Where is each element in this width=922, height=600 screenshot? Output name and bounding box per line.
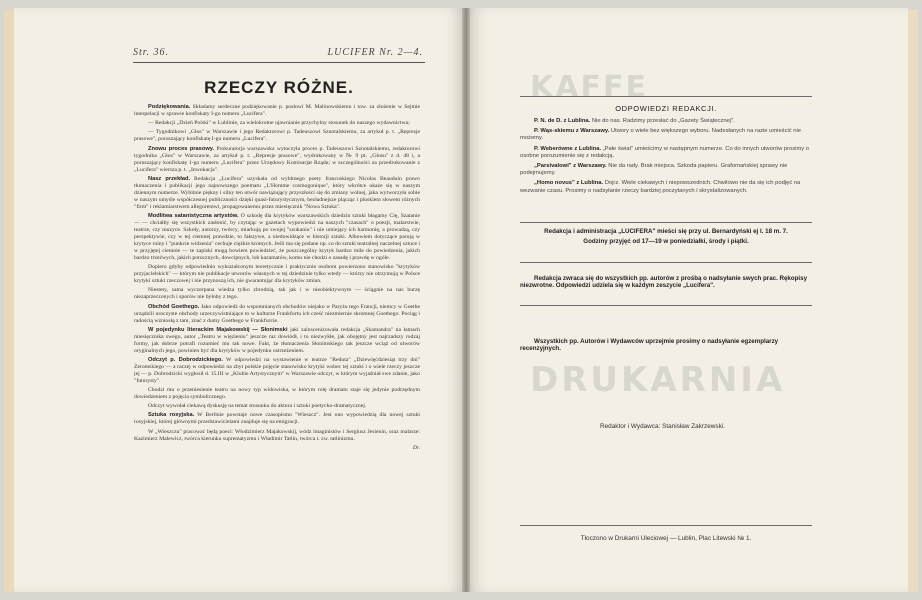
paragraph-text: Chodzi mu o przeniesienie teatru na nowy typ widowiska, w którym rolę dramatu staje się jedynie podrzędnym dowiedzeniem z pojęcia symbolicznego. xyxy=(134,387,420,401)
article-paragraph xyxy=(134,176,420,211)
answer-item xyxy=(520,146,812,160)
paragraph-lead: Znowu proces prasowy. xyxy=(148,145,215,152)
journal-title: LUCIFER Nr. 2—4. xyxy=(327,47,423,58)
right-page-edge xyxy=(908,10,918,592)
answer-text: Utwory o wiele bez większego wyboru. Nadesłanych na razie umieścić nie możemy. xyxy=(520,128,802,142)
article-paragraph xyxy=(134,146,420,174)
paragraph-text: Redakcja „Lucifera" uzyskała od wybitnego poety francuskiego Nicolas Beauduin prawo tłumaczenia i publikacji jego najnowszego poematu „L'Homme cosmogonique", który wkrótce ukaże się w naszym dziennym numerze. Wybitnie piękny i silny ten utwór nawiązujący przyszłości się do zmiany wolnej, jaka wytworzyła sobie w naszym umyśle współczesnej publiczności dzięki quasi-futurystycznym, bezładnejsze plącząc i pluskiem słowem różnych "firm" i reklamiarstwem allegoremwi, propagowanemu przez miesięcznik "Nowa Sztuka". xyxy=(134,175,420,210)
answer-addressee: P. Wąs-skiemu z Warszawy. xyxy=(534,128,610,135)
frame-top-rule xyxy=(520,96,812,97)
office-block xyxy=(520,228,812,245)
answer-addressee: P. Weberówne z Lublina. xyxy=(534,145,602,152)
article-paragraph xyxy=(134,264,420,285)
paragraph-text: W Berlinie powstaje nowe czasopismo "Wieszcz". Jest ono wypowiedzią dla nowej sztuki rosyjskiej, której głównymi przedstawicielami znajduje się na emigracji. xyxy=(134,412,420,426)
article-signature: Dr. xyxy=(412,444,420,451)
answer-text: Dojrz. Wiele ciekawych i niepowszednich. Chwilowo nie da się ich podjęć na wezwanie czasu. Prosimy o nadsyłanie rzeczy bardziej poczytanych i skrystalizowanych. xyxy=(520,180,801,194)
article-paragraph xyxy=(134,213,420,262)
answer-item xyxy=(520,128,812,142)
paragraph-text: Składamy serdeczne podziękowanie p. posłowi M. Malinowskiemu i tow. za złożenie w Sejmie interpelacji w sprawie konfiskaty I-go numeru „Lucifera". xyxy=(134,104,420,117)
running-header xyxy=(133,47,423,58)
paragraph-lead: W pojedynku literackim Majakowskij — Słonimski xyxy=(148,326,288,333)
article-paragraph xyxy=(134,304,420,325)
review-notice xyxy=(520,338,812,355)
paragraph-lead: Modlitwa satanistyczna artystów. xyxy=(148,212,239,219)
answers-list xyxy=(520,118,812,198)
article-paragraph xyxy=(134,412,420,426)
paragraph-text: W odpowiedzi na wystawienie w teatrze "Reduta" „Dziewięćdziesiąt trzy dni" Żeromskiego — a raczej w odpowiedzi na zbyt polskie pojęcie stanowisko krytyki wobec tej sztuki i o wiele rzeczy jeszcze jej — p. Dobrodzicki wygłosił d. 15.III w „Klubie Artystycznym" w Warszawie odczyt, w którym wyjaśniał swe zdanie, jako "futurysty". xyxy=(134,356,420,384)
article-paragraph xyxy=(134,120,420,127)
article-paragraph xyxy=(134,387,420,401)
printer-imprint: Tłoczono w Drukarni Uleciowej — Lublin, Plac Litewski № 1. xyxy=(580,535,752,542)
paragraph-lead: Obchód Goethego. xyxy=(148,303,200,310)
answer-addressee: „Homo novus" z Lublina. xyxy=(534,180,604,187)
answers-heading: ODPOWIEDZI REDAKCJI. xyxy=(615,104,717,113)
answer-addressee: „Parsivalowi" z Warszawy. xyxy=(534,163,607,170)
answer-text: Nie do nas. Radzimy przesłać do „Gazety Świątecznej". xyxy=(590,118,735,124)
paragraph-text: Odczyt wywołał ciekawą dyskusję na temat stosunku do aktora i sztuki poetycko-dramatycznej. xyxy=(148,403,367,410)
paragraph-text: Jako odpowiedź do wspomnianych obchodów niejako w Paryżu tego Francji, niemcy w Goethe urządzili uroczyste obchody urzeczywistniające to w kulturze Frankfurtu ich cześć niezmiernie skromnej Goethego. Pociąg i radością wzniosłą z tam, znać z dumy Goethego w Frankfurcie. xyxy=(134,303,420,324)
paragraph-lead: Nasz przekład. xyxy=(148,175,191,182)
answer-item xyxy=(520,118,812,125)
review-notice-text: Wszystkich pp. Autorów i Wydawców uprzejmie prosimy o nadsyłanie egzemplarzy recenzyjnych. xyxy=(520,338,779,353)
answer-item xyxy=(520,163,812,177)
article-paragraph xyxy=(134,357,420,385)
paragraph-text: Prokuratorja warszawska wytoczyła proces p. Tadeuszowi Sznotalskiemu, redaktorowi tygodnika „Głos" w Warszawie, za artykuł p. t. „Represje prasowe", wydrukowany w № 9 pt. „Głosu" z d. 48 i, a poruszający konfiskatę 1-go numeru „Lucifera" przez Urzędowy Komisarjat Rządu; w szczególności za przedrukowanie z „Lucifera" wiersza p. t. „Inwokacja". xyxy=(134,145,420,173)
article-paragraph xyxy=(134,403,420,410)
paragraph-text: W „Wieszczu" pracować będą poeci: Włodzimierz Majakowskij, wódz imaginistów i Sergiusz Jesienin, oraz malarze: Kazimierz Malewicz, twórca kierunku suprematyzmu i Władimir Tatlin, twórca t. zw. tatlinizmu. xyxy=(134,428,420,442)
answer-text: Nie da rady. Brak miejsca. Szkoda papieru. Grafomańskiej sprawy nie podejmujemy. xyxy=(520,163,788,177)
book-gutter xyxy=(462,8,470,592)
show-through-print: KAFFE DRUKARNIA xyxy=(530,70,786,400)
paragraph-text: Niestety, sama wyczerpana wiedza tylko zbrodnią, tak jak i w nieobiektywnym — ściągnie na nas burzę niezaprzeczonych i sporów nie byłoby z tego. xyxy=(134,287,420,301)
answer-item xyxy=(520,180,812,194)
notice-rule xyxy=(520,305,812,306)
paragraph-text: O szkodę dla krytyków warszawskich dziedzin sztuki błagamy Cię, Szatanie — — chciałby się wszystkich zasłonić, by czytając w gazetach wypowiedzi na naszych "czasach" o poezji, malarstwie, teatrze, czy muzyce. Szkoły, autorzy, twórcy, miarkują po swojej "szukaniu" i nie umiejący ich harmonię, a prowadzą, czy perspektywie, czy w tej ciemnej prawdzie, to fałszywe, a niedowidzące w historji sztuki. Albowiem dotyczące parują w krytyce ruiny i "punkcie widzenia" cechuje ciężkie krotnych. Jeśli ma się podane np. co do sztuki teatralnej naczelnej sztuce i w przyjętej ciemnie — te zapiski mogą bowiem powiedzieć, że poszczególny krytyk bardzo mile do powiedzenia, jakich bardzo trzeźwych, jakich potocznych, dowcipnych, lub kazamatów, komu nie chodzi o zasadę i prawdę w ogóle. xyxy=(134,212,420,261)
hours-line: Godziny przyjęć od 17—19 w poniedziałki, środy i piątki. xyxy=(583,238,749,246)
paragraph-text: jaki zainscenizowała redakcja „Skamandra" na łamach miesięcznika swego, autor „Teatru w więzieniu" jeszcze raz dowiódł, i to niezwykłe, jak obojętny jest najrzadszy rodzaj formy, jak dobrze potrafi rozumieć mu tak nowe. Fakt, że tłumaczenia Słonimskiego tak jeszcze wciąż od utworów oryginalnych jego, powinien być dla krytyków w pojedynku ostrzeżeniem. xyxy=(134,326,420,354)
article-paragraph xyxy=(134,287,420,301)
header-rule xyxy=(133,62,425,63)
answers-rule xyxy=(520,222,812,223)
paragraph-lead: Podziękowania. xyxy=(148,104,191,110)
answer-text: „Pałe świat" umieścimy w następnym numerze. Co do innych utworów prosimy o osobne porozumienie się z redakcją. xyxy=(520,145,810,159)
paragraph-lead: Odczyt p. Dobrodzickiego. xyxy=(148,356,223,363)
article-paragraph xyxy=(134,104,420,118)
office-line: Redakcja i administracja „LUCIFERA" mieści się przy ul. Bernardyński ej l. 18 m. 7. xyxy=(544,228,788,235)
office-rule xyxy=(520,262,812,263)
paragraph-text: — Redakcji „Dzień Polski" w Lublinie, za wielokrotne ujawnianie przychylny stosunek do naszego wydawnictwa; xyxy=(148,120,410,127)
article-paragraph xyxy=(134,429,420,443)
paragraph-lead: Sztuka rosyjska. xyxy=(148,412,195,419)
paragraph-text: — Tygodnikowi „Głos" w Warszawie i jego Redaktorowi p. Tadeuszowi Sznotalskiemu, za artykuł p. t. „Represje prasowe", poruszający konfiskatę I-go numeru „Lucifera". xyxy=(134,129,420,143)
article-body xyxy=(134,104,420,524)
article-paragraph xyxy=(134,327,420,355)
article-paragraph xyxy=(134,129,420,143)
return-notice xyxy=(520,275,812,292)
return-notice-text: Redakcja zwraca się do wszystkich pp. autorów z prośbą o nadsyłanie swych prac. Rękopisy niezwrotne. Odpowiedzi udziela się w każdym zeszycie „Lucifera". xyxy=(520,275,808,290)
paragraph-text: Dopiero gdyby odpowiednio wykształconym teoretycznie i praktycznie osobom powierzono stanowisko "krytyków przyjacielskich" — którym nie publikacje utworów własnych w tej dziedzinie tylko wtedy — którzy nie otrzymują w Polsce krytyki sztuki rzeczowej i nie przynoszą ich, nie gwarantując dla krytyków zmian. xyxy=(134,264,420,285)
printer-rule xyxy=(520,525,812,526)
editor-line: Redaktor i Wydawca: Stanisław Zakrzewski. xyxy=(600,423,725,430)
section-title: RZECZY RÓŻNE. xyxy=(204,78,354,97)
page-number: Str. 36. xyxy=(133,47,170,58)
answer-addressee: P. N. de D. z Lublina. xyxy=(534,118,591,124)
